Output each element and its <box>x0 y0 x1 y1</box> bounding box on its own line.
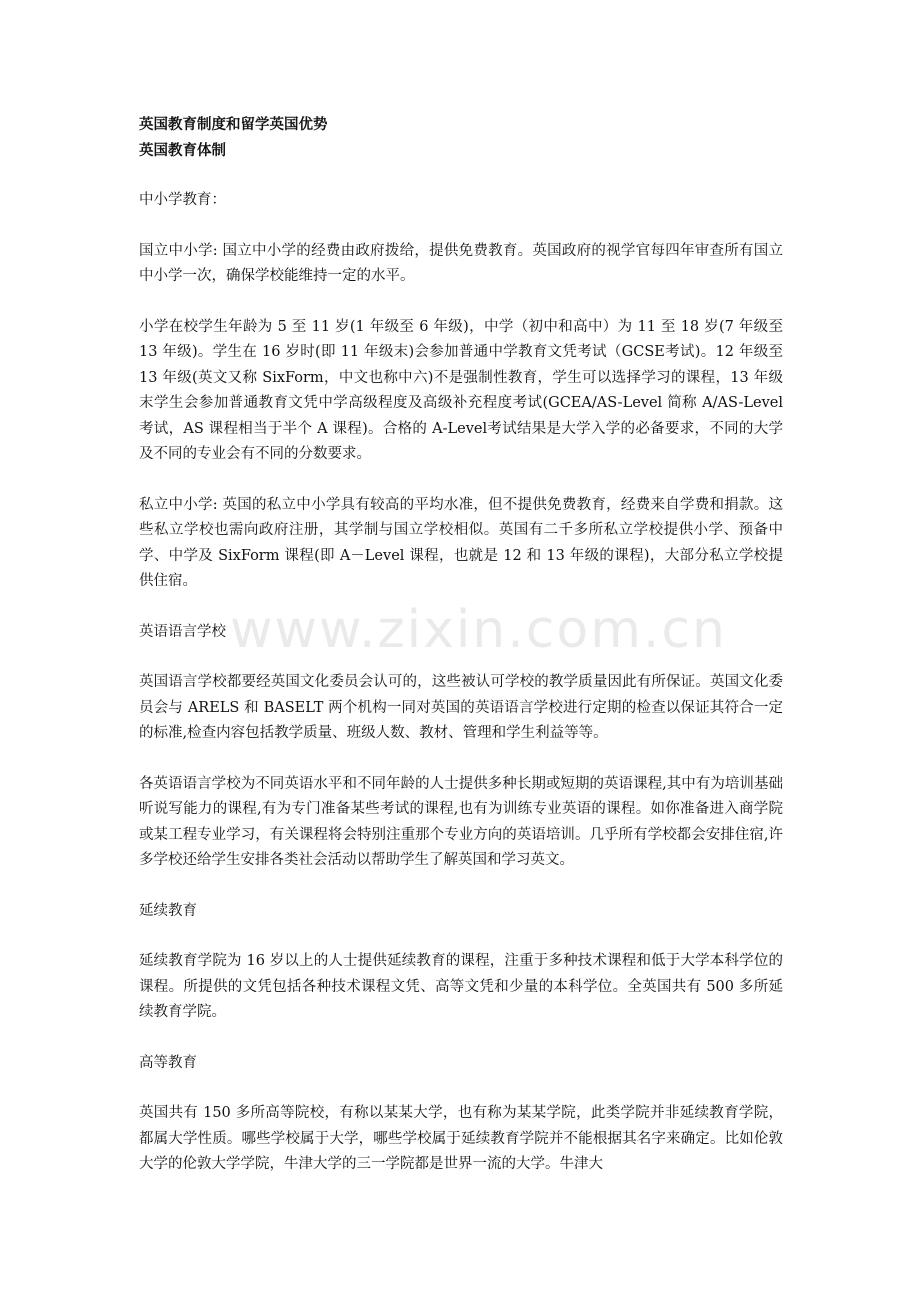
document-subtitle: 英国教育体制 <box>139 141 226 159</box>
paragraph-language-courses: 各英语语言学校为不同英语水平和不同年龄的人士提供多种长期或短期的英语课程,其中有为培训基础听说写能力的课程,有为专门准备某些考试的课程,也有为训练专业英语的课程。如你准备进入商学院或某工程专业学习，有关课程将会特别注重那个专业方向的英语培训。几乎所有学校都会安排住宿,许多学校还给学生安排各类社会活动以帮助学生了解英国和学习英文。 <box>139 775 783 868</box>
paragraph-school-ages: 小学在校学生年龄为 5 至 11 岁(1 年级至 6 年级)，中学（初中和高中）为 11 至 18 岁(7 年级至 13 年级)。学生在 16 岁时(即 11 年级末)会参加普通中学教育文凭考试（GCSE考试)。12 年级至 13 年级(英文又称 SixForm，中文也称中六)不是强制性教育，学生可以选择学习的课程，13 年级末学生会参加普通教育文凭中学高级程度及高级补充程度考试(GCEA/AS-Level 简称 A/AS-Level 考试，AS 课程相当于半个 A 课程)。合格的 A-Level考试结果是大学入学的必备要求，不同的大学及不同的专业会有不同的分数要求。 <box>139 318 783 462</box>
document-title: 英国教育制度和留学英国优势 <box>139 116 328 133</box>
paragraph-state-schools: 国立中小学: 国立中小学的经费由政府拨给，提供免费教育。英国政府的视学官每四年审查所有国立中小学一次，确保学校能维持一定的水平。 <box>139 242 783 284</box>
document-body <box>139 112 783 1203</box>
section-heading-primary-secondary: 中小学教育： <box>139 192 226 208</box>
section-heading-higher-education: 高等教育 <box>139 1054 197 1071</box>
section-heading-further-education: 延续教育 <box>139 902 197 919</box>
paragraph-private-schools: 私立中小学: 英国的私立中小学具有较高的平均水准，但不提供免费教育，经费来自学费和捐款。这些私立学校也需向政府注册，其学制与国立学校相似。英国有二千多所私立学校提供小学、预备中学、中学及 SixForm 课程(即 A－Level 课程，也就是 12 和 13 年级的课程)，大部分私立学校提供住宿。 <box>139 496 783 589</box>
watermark: www.zixin.com.cn <box>230 600 727 660</box>
paragraph-further-education: 延续教育学院为 16 岁以上的人士提供延续教育的课程，注重于多种技术课程和低于大学本科学位的课程。所提供的文凭包括各种技术课程文凭、高等文凭和少量的本科学位。全英国共有 500 多所延续教育学院。 <box>139 953 783 1020</box>
paragraph-higher-education: 英国共有 150 多所高等院校，有称以某某大学，也有称为某某学院，此类学院并非延续教育学院，都属大学性质。哪些学校属于大学，哪些学校属于延续教育学院并不能根据其名字来确定。比如伦敦大学的伦敦大学学院，牛津大学的三一学院都是世界一流的大学。牛津大 <box>139 1105 783 1172</box>
section-heading-language-schools: 英语语言学校 <box>139 623 226 640</box>
paragraph-language-accreditation: 英国语言学校都要经英国文化委员会认可的，这些被认可学校的教学质量因此有所保证。英国文化委员会与 ARELS 和 BASELT 两个机构一同对英国的英语语言学校进行定期的检查以保证其符合一定的标准,检查内容包括教学质量、班级人数、教材、管理和学生利益等等。 <box>139 674 783 741</box>
